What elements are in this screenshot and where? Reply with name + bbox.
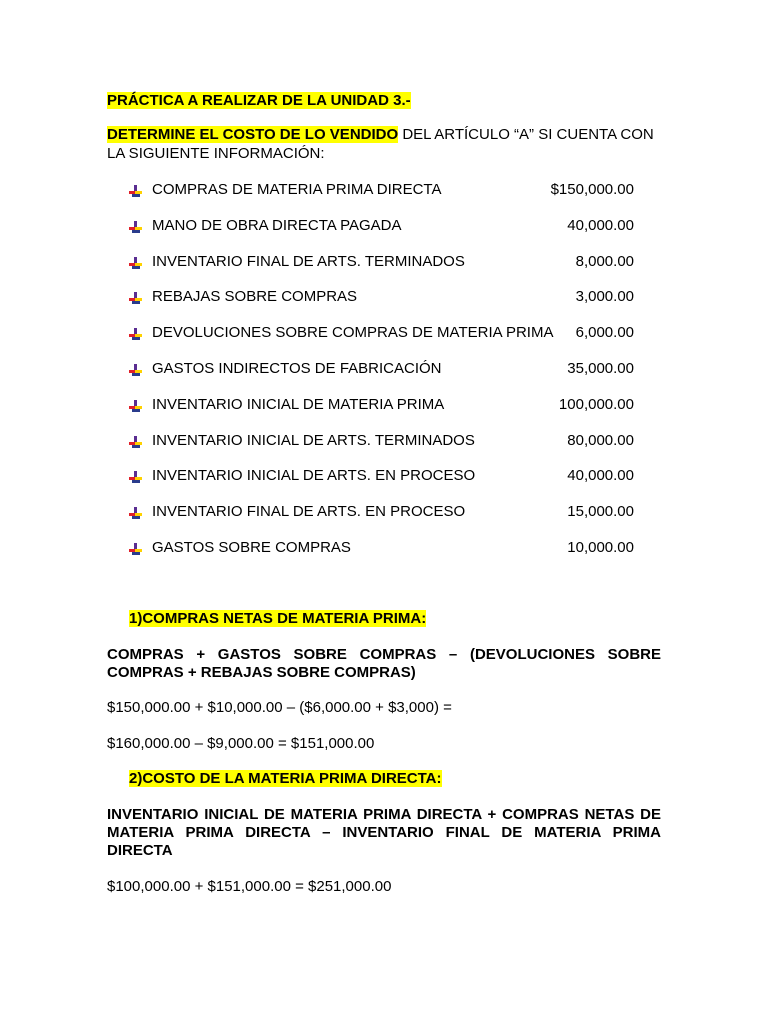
step1-calc-2: $160,000.00 – $9,000.00 = $151,000.00 <box>107 735 375 752</box>
practice-title <box>107 92 411 110</box>
list-item-label: INVENTARIO FINAL DE ARTS. EN PROCESO <box>152 503 466 520</box>
list-item-label: GASTOS SOBRE COMPRAS <box>152 539 351 556</box>
list-item <box>129 288 634 306</box>
list-item-value: 6,000.00 <box>575 324 634 341</box>
list-item <box>129 539 634 557</box>
list-item <box>129 396 634 414</box>
step1-calc-1: $150,000.00 + $10,000.00 – ($6,000.00 + $3,000) = <box>107 699 452 716</box>
list-item-value: 80,000.00 <box>567 432 634 449</box>
step1-heading-text: 1)COMPRAS NETAS DE MATERIA PRIMA: <box>129 610 427 627</box>
intro-highlight: DETERMINE EL COSTO DE LO VENDIDO <box>107 126 399 143</box>
list-item-value: 40,000.00 <box>567 467 634 484</box>
arrow-bullet-icon <box>129 363 143 375</box>
list-item <box>129 503 634 521</box>
list-item-value: 100,000.00 <box>558 396 634 413</box>
list-item-label: INVENTARIO INICIAL DE ARTS. TERMINADOS <box>152 432 475 449</box>
step2-formula-line-2: MATERIA PRIMA DIRECTA – INVENTARIO FINAL DE MATERIA PRIMA <box>107 824 661 841</box>
list-item-value: 8,000.00 <box>575 253 634 270</box>
list-item-value: 3,000.00 <box>575 288 634 305</box>
step2-heading <box>129 770 442 788</box>
list-item <box>129 467 634 485</box>
list-item-label: INVENTARIO FINAL DE ARTS. TERMINADOS <box>152 253 465 270</box>
intro-line-1 <box>107 126 654 144</box>
step1-formula-line-1: COMPRAS + GASTOS SOBRE COMPRAS – (DEVOLUCIONES SOBRE <box>107 646 661 663</box>
list-item-label: REBAJAS SOBRE COMPRAS <box>152 288 358 305</box>
list-item <box>129 360 634 378</box>
arrow-bullet-icon <box>129 256 143 268</box>
arrow-bullet-icon <box>129 435 143 447</box>
list-item-label: COMPRAS DE MATERIA PRIMA DIRECTA <box>152 181 442 198</box>
arrow-bullet-icon <box>129 506 143 518</box>
list-item <box>129 217 634 235</box>
step2-formula-line-3: DIRECTA <box>107 842 173 859</box>
step1-heading <box>129 610 426 628</box>
list-item-value: 40,000.00 <box>567 217 634 234</box>
list-item-label: INVENTARIO INICIAL DE ARTS. EN PROCESO <box>152 467 476 484</box>
intro-line-2: LA SIGUIENTE INFORMACIÓN: <box>107 145 325 162</box>
list-item-value: 10,000.00 <box>567 539 634 556</box>
step2-formula-line-1: INVENTARIO INICIAL DE MATERIA PRIMA DIRECTA + COMPRAS NETAS DE <box>107 806 661 823</box>
arrow-bullet-icon <box>129 399 143 411</box>
arrow-bullet-icon <box>129 542 143 554</box>
list-item-label: GASTOS INDIRECTOS DE FABRICACIÓN <box>152 360 442 377</box>
step2-heading-text: 2)COSTO DE LA MATERIA PRIMA DIRECTA: <box>129 770 442 787</box>
arrow-bullet-icon <box>129 470 143 482</box>
step1-formula-line-2: COMPRAS + REBAJAS SOBRE COMPRAS) <box>107 664 416 681</box>
arrow-bullet-icon <box>129 291 143 303</box>
arrow-bullet-icon <box>129 327 143 339</box>
practice-title-text: PRÁCTICA A REALIZAR DE LA UNIDAD 3.- <box>107 92 411 109</box>
list-item-value: $150,000.00 <box>550 181 634 198</box>
list-item-label: MANO DE OBRA DIRECTA PAGADA <box>152 217 402 234</box>
arrow-bullet-icon <box>129 184 143 196</box>
list-item <box>129 324 634 342</box>
intro-rest: DEL ARTÍCULO “A” SI CUENTA CON <box>398 126 654 143</box>
list-item-label: INVENTARIO INICIAL DE MATERIA PRIMA <box>152 396 445 413</box>
list-item-label: DEVOLUCIONES SOBRE COMPRAS DE MATERIA PRIMA <box>152 324 554 341</box>
list-item <box>129 432 634 450</box>
step2-calc-1: $100,000.00 + $151,000.00 = $251,000.00 <box>107 878 392 895</box>
list-item-value: 35,000.00 <box>567 360 634 377</box>
list-item-value: 15,000.00 <box>567 503 634 520</box>
arrow-bullet-icon <box>129 220 143 232</box>
list-item <box>129 181 634 199</box>
list-item <box>129 253 634 271</box>
